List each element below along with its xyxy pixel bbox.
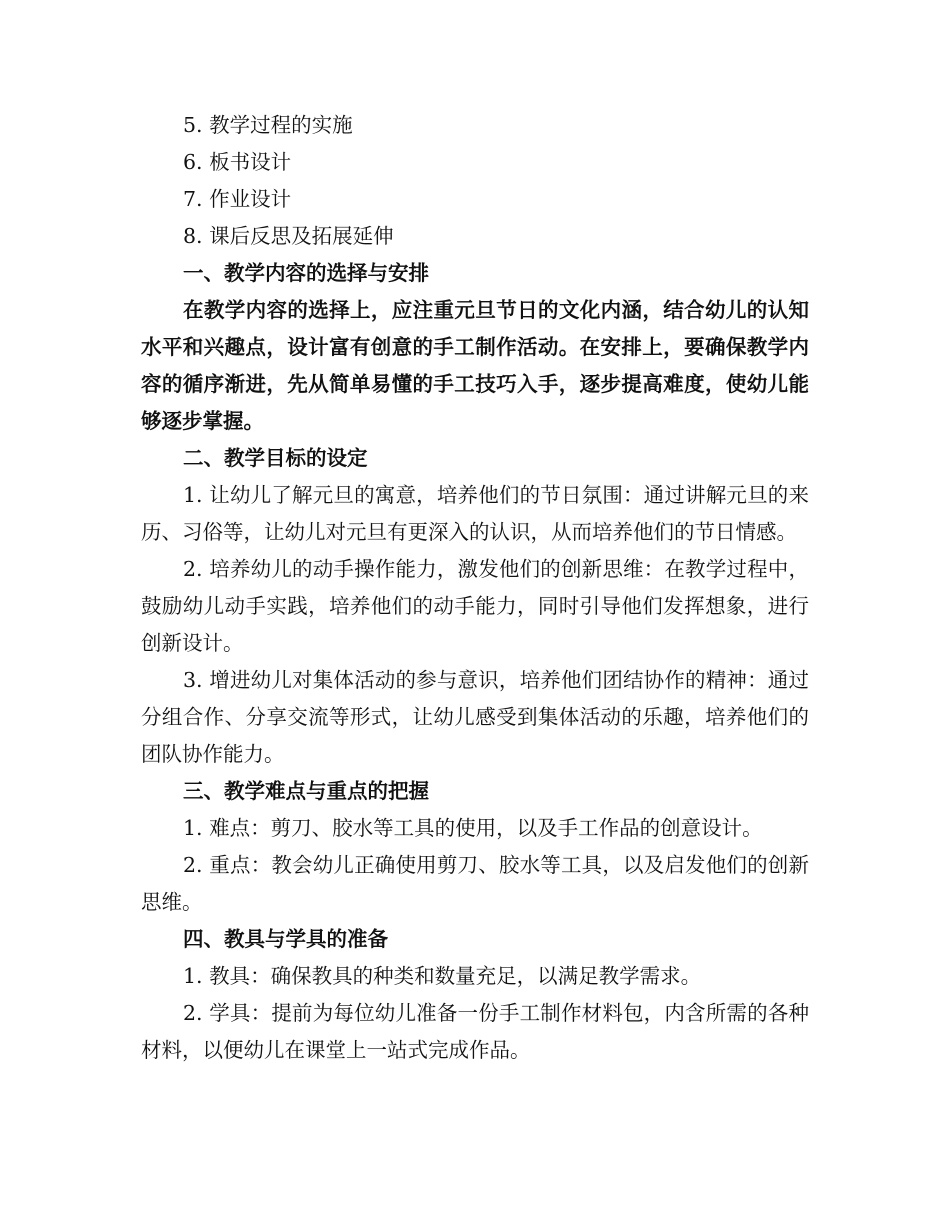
list-item: 5. 教学过程的实施: [183, 113, 353, 137]
section-heading: 三、教学难点与重点的把握: [183, 779, 429, 803]
list-item: 1. 教具：确保教具的种类和数量充足，以满足教学需求。: [183, 964, 702, 988]
list-item: 3. 增进幼儿对集体活动的参与意识，培养他们团结协作的精神：通过分组合作、分享交流等形式，让幼儿感受到集体活动的乐趣，培养他们的团队协作能力。: [141, 668, 809, 766]
list-item: 2. 重点：教会幼儿正确使用剪刀、胶水等工具，以及启发他们的创新思维。: [141, 853, 809, 914]
section-heading: 一、教学内容的选择与安排: [183, 261, 429, 285]
list-item: 2. 培养幼儿的动手操作能力，激发他们的创新思维：在教学过程中，鼓励幼儿动手实践，培养他们的动手能力，同时引导他们发挥想象，进行创新设计。: [141, 557, 809, 655]
list-item: 1. 难点：剪刀、胶水等工具的使用，以及手工作品的创意设计。: [183, 816, 763, 840]
section-heading: 四、教具与学具的准备: [183, 927, 388, 951]
section-paragraph: 在教学内容的选择上，应注重元旦节日的文化内涵，结合幼儿的认知水平和兴趣点，设计富有创意的手工制作活动。在安排上，要确保教学内容的循序渐进，先从简单易懂的手工技巧入手，逐步提高难度，使幼儿能够逐步掌握。: [141, 298, 809, 433]
list-item: 2. 学具：提前为每位幼儿准备一份手工制作材料包，内含所需的各种材料，以便幼儿在课堂上一站式完成作品。: [141, 1001, 809, 1062]
list-item: 7. 作业设计: [183, 187, 292, 211]
list-item: 8. 课后反思及拓展延伸: [183, 224, 394, 248]
section-heading: 二、教学目标的设定: [183, 446, 368, 470]
list-item: 6. 板书设计: [183, 150, 292, 174]
list-item: 1. 让幼儿了解元旦的寓意，培养他们的节日氛围：通过讲解元旦的来历、习俗等，让幼儿对元旦有更深入的认识，从而培养他们的节日情感。: [141, 483, 809, 544]
document-body: [141, 107, 809, 1069]
